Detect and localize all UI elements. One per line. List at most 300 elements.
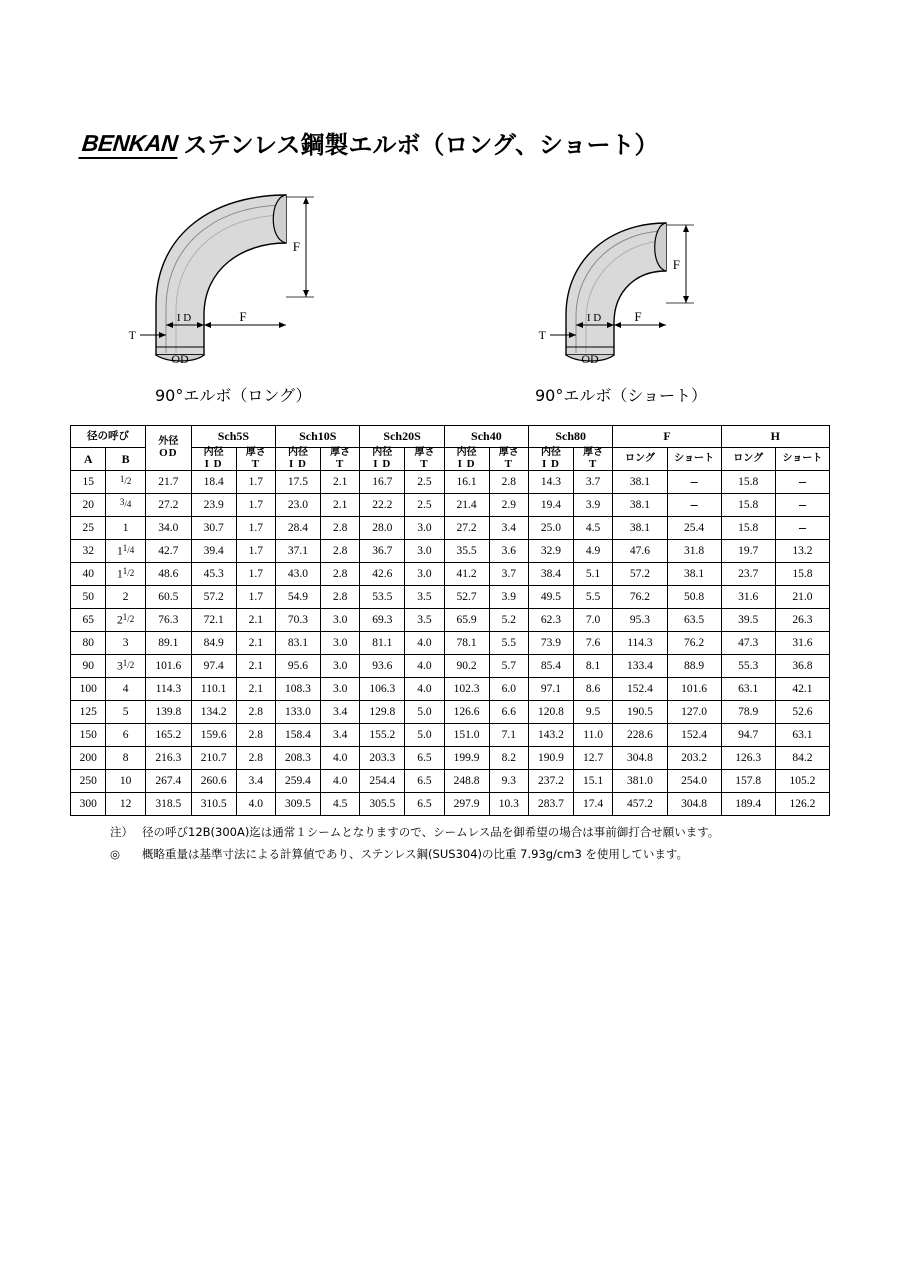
svg-text:F: F: [672, 257, 680, 272]
cell-sch10s-t: 4.0: [320, 770, 360, 793]
cell-sch80-id: 143.2: [529, 724, 574, 747]
figure-long-caption: 90°エルボ（ロング）: [155, 386, 312, 405]
cell-nominal-a: 32: [71, 540, 106, 563]
cell-sch20s-id: 203.3: [360, 747, 405, 770]
cell-h-long: 157.8: [721, 770, 775, 793]
cell-sch20s-t: 2.5: [405, 494, 445, 517]
cell-f-short: 101.6: [667, 678, 721, 701]
cell-sch5s-id: 159.6: [191, 724, 236, 747]
cell-sch40-t: 5.7: [489, 655, 529, 678]
cell-h-long: 39.5: [721, 609, 775, 632]
cell-nominal-b: 8: [106, 747, 146, 770]
note-item: [110, 822, 850, 844]
cell-f-short: −: [667, 494, 721, 517]
header-nominal: 径の呼び: [71, 426, 146, 448]
cell-f-long: 38.1: [613, 517, 667, 540]
cell-h-short: 52.6: [775, 701, 829, 724]
cell-od: 76.3: [145, 609, 191, 632]
cell-sch80-t: 15.1: [573, 770, 613, 793]
cell-sch5s-id: 72.1: [191, 609, 236, 632]
table-row: [71, 494, 830, 517]
header-h: H: [721, 426, 829, 448]
cell-sch40-id: 65.9: [444, 609, 489, 632]
cell-nominal-b: $1^1/_2$: [106, 563, 146, 586]
header-sch10s-t: 厚さ T: [320, 448, 360, 471]
svg-text:F: F: [634, 309, 642, 324]
cell-sch10s-id: 37.1: [276, 540, 321, 563]
cell-od: 60.5: [145, 586, 191, 609]
header-sch10s-id: 内径 I D: [276, 448, 321, 471]
cell-sch20s-t: 6.5: [405, 747, 445, 770]
cell-f-short: 304.8: [667, 793, 721, 816]
cell-sch80-id: 49.5: [529, 586, 574, 609]
cell-sch80-id: 73.9: [529, 632, 574, 655]
cell-nominal-a: 80: [71, 632, 106, 655]
cell-sch10s-t: 3.0: [320, 609, 360, 632]
cell-h-short: 15.8: [775, 563, 829, 586]
cell-sch5s-t: 4.0: [236, 793, 276, 816]
header-od: [145, 426, 191, 471]
cell-sch80-t: 8.6: [573, 678, 613, 701]
cell-nominal-b: 6: [106, 724, 146, 747]
cell-h-short: 126.2: [775, 793, 829, 816]
cell-f-short: 31.8: [667, 540, 721, 563]
cell-sch10s-t: 4.0: [320, 747, 360, 770]
cell-h-short: −: [775, 494, 829, 517]
header-sch40: Sch40: [444, 426, 528, 448]
cell-sch20s-t: 3.0: [405, 563, 445, 586]
table-row: [71, 471, 830, 494]
header-sch5s-t: [236, 448, 276, 471]
cell-sch40-id: 297.9: [444, 793, 489, 816]
cell-sch40-id: 27.2: [444, 517, 489, 540]
cell-sch80-id: 97.1: [529, 678, 574, 701]
cell-sch40-t: 3.7: [489, 563, 529, 586]
cell-sch5s-t: 1.7: [236, 540, 276, 563]
cell-sch5s-id: 110.1: [191, 678, 236, 701]
cell-f-long: 76.2: [613, 586, 667, 609]
cell-sch5s-id: 45.3: [191, 563, 236, 586]
cell-h-long: 63.1: [721, 678, 775, 701]
header-sch40-id: 内径 I D: [444, 448, 489, 471]
cell-sch10s-id: 83.1: [276, 632, 321, 655]
cell-sch20s-t: 5.0: [405, 724, 445, 747]
header-sch5s-id: [191, 448, 236, 471]
cell-nominal-b: 5: [106, 701, 146, 724]
svg-text:T: T: [538, 328, 546, 342]
cell-sch10s-t: 2.8: [320, 563, 360, 586]
cell-sch20s-id: 28.0: [360, 517, 405, 540]
cell-sch40-id: 151.0: [444, 724, 489, 747]
cell-sch20s-t: 4.0: [405, 632, 445, 655]
cell-h-short: 84.2: [775, 747, 829, 770]
cell-sch40-t: 3.6: [489, 540, 529, 563]
cell-nominal-a: 300: [71, 793, 106, 816]
cell-nominal-a: 150: [71, 724, 106, 747]
cell-f-short: 50.8: [667, 586, 721, 609]
cell-nominal-b: $3^1/_2$: [106, 655, 146, 678]
header-sch80: Sch80: [529, 426, 613, 448]
cell-sch40-id: 21.4: [444, 494, 489, 517]
cell-nominal-a: 250: [71, 770, 106, 793]
cell-sch5s-t: 2.1: [236, 632, 276, 655]
brand-logo: BENKAN: [80, 130, 179, 156]
table-row: [71, 724, 830, 747]
table-body: [71, 471, 830, 816]
header-f-long: ロング: [613, 448, 667, 471]
table-row: [71, 747, 830, 770]
cell-sch20s-id: 129.8: [360, 701, 405, 724]
cell-nominal-b: 2: [106, 586, 146, 609]
cell-sch5s-id: 260.6: [191, 770, 236, 793]
cell-sch40-id: 16.1: [444, 471, 489, 494]
cell-sch80-t: 4.9: [573, 540, 613, 563]
table-row: [71, 563, 830, 586]
cell-sch20s-t: 2.5: [405, 471, 445, 494]
cell-sch5s-t: 2.1: [236, 678, 276, 701]
cell-nominal-a: 90: [71, 655, 106, 678]
cell-h-long: 55.3: [721, 655, 775, 678]
cell-sch10s-t: 2.1: [320, 494, 360, 517]
cell-h-short: 13.2: [775, 540, 829, 563]
header-od-line1: 外径: [158, 436, 179, 447]
cell-h-long: 47.3: [721, 632, 775, 655]
cell-sch5s-t: 1.7: [236, 471, 276, 494]
header-f-short: ショート: [667, 448, 721, 471]
header-od-line2: OD: [159, 446, 178, 459]
cell-h-short: 36.8: [775, 655, 829, 678]
cell-nominal-b: 10: [106, 770, 146, 793]
cell-od: 139.8: [145, 701, 191, 724]
cell-od: 21.7: [145, 471, 191, 494]
cell-sch5s-t: 1.7: [236, 563, 276, 586]
note-marker: 注）: [110, 825, 133, 839]
cell-sch20s-id: 93.6: [360, 655, 405, 678]
spec-table-wrapper: [70, 425, 830, 816]
cell-nominal-b: 12: [106, 793, 146, 816]
cell-nominal-b: 1: [106, 517, 146, 540]
cell-sch5s-id: 84.9: [191, 632, 236, 655]
note-text: 概略重量は基準寸法による計算値であり、ステンレス鋼(SUS304)の比重 7.93g/cm3 を使用しています。: [142, 846, 689, 861]
cell-sch40-t: 9.3: [489, 770, 529, 793]
cell-f-short: 88.9: [667, 655, 721, 678]
cell-f-long: 190.5: [613, 701, 667, 724]
cell-sch10s-id: 23.0: [276, 494, 321, 517]
cell-h-long: 94.7: [721, 724, 775, 747]
cell-sch40-id: 35.5: [444, 540, 489, 563]
cell-f-short: −: [667, 471, 721, 494]
header-sch5s-t-line1: 厚さ: [245, 447, 266, 458]
cell-sch5s-t: 3.4: [236, 770, 276, 793]
svg-text:F: F: [239, 309, 247, 324]
cell-sch80-t: 9.5: [573, 701, 613, 724]
cell-f-long: 47.6: [613, 540, 667, 563]
table-row: [71, 517, 830, 540]
cell-sch40-t: 3.9: [489, 586, 529, 609]
header-sch5s: Sch5S: [191, 426, 275, 448]
cell-sch20s-t: 4.0: [405, 678, 445, 701]
cell-sch10s-t: 4.5: [320, 793, 360, 816]
cell-sch40-id: 199.9: [444, 747, 489, 770]
header-a: A: [71, 448, 106, 471]
cell-nominal-a: 200: [71, 747, 106, 770]
cell-sch80-t: 4.5: [573, 517, 613, 540]
cell-od: 34.0: [145, 517, 191, 540]
header-sch80-t: 厚さ T: [573, 448, 613, 471]
cell-h-long: 189.4: [721, 793, 775, 816]
cell-h-short: 42.1: [775, 678, 829, 701]
cell-sch20s-t: 3.5: [405, 609, 445, 632]
cell-sch80-t: 7.0: [573, 609, 613, 632]
table-row: [71, 678, 830, 701]
cell-sch80-t: 11.0: [573, 724, 613, 747]
cell-f-long: 38.1: [613, 471, 667, 494]
cell-h-long: 15.8: [721, 517, 775, 540]
cell-sch40-t: 5.2: [489, 609, 529, 632]
header-sch40-t: 厚さ T: [489, 448, 529, 471]
cell-h-long: 31.6: [721, 586, 775, 609]
header-h-long: ロング: [721, 448, 775, 471]
cell-sch5s-id: 310.5: [191, 793, 236, 816]
cell-f-short: 63.5: [667, 609, 721, 632]
svg-text:I D: I D: [586, 312, 602, 324]
cell-sch10s-id: 133.0: [276, 701, 321, 724]
cell-sch5s-id: 39.4: [191, 540, 236, 563]
cell-sch20s-id: 36.7: [360, 540, 405, 563]
cell-od: 42.7: [145, 540, 191, 563]
cell-sch40-id: 41.2: [444, 563, 489, 586]
page-title: [82, 130, 658, 157]
table-row: [71, 540, 830, 563]
cell-sch5s-id: 134.2: [191, 701, 236, 724]
figure-short-caption: 90°エルボ（ショート）: [535, 386, 708, 405]
cell-sch80-id: 32.9: [529, 540, 574, 563]
cell-f-short: 152.4: [667, 724, 721, 747]
cell-nominal-a: 100: [71, 678, 106, 701]
cell-f-long: 228.6: [613, 724, 667, 747]
cell-f-long: 114.3: [613, 632, 667, 655]
cell-sch5s-id: 57.2: [191, 586, 236, 609]
cell-sch20s-t: 3.0: [405, 517, 445, 540]
cell-nominal-a: 25: [71, 517, 106, 540]
cell-sch5s-t: 2.1: [236, 609, 276, 632]
cell-sch20s-id: 69.3: [360, 609, 405, 632]
cell-h-short: 21.0: [775, 586, 829, 609]
cell-f-long: 152.4: [613, 678, 667, 701]
svg-text:T: T: [128, 328, 136, 342]
cell-sch5s-id: 23.9: [191, 494, 236, 517]
cell-sch40-t: 6.0: [489, 678, 529, 701]
figure-short-elbow: [520, 185, 780, 385]
cell-f-short: 254.0: [667, 770, 721, 793]
table-row: [71, 609, 830, 632]
cell-nominal-b: $^1/_2$: [106, 471, 146, 494]
cell-sch80-t: 7.6: [573, 632, 613, 655]
cell-sch10s-id: 28.4: [276, 517, 321, 540]
cell-sch80-id: 38.4: [529, 563, 574, 586]
cell-nominal-b: 3: [106, 632, 146, 655]
cell-nominal-a: 40: [71, 563, 106, 586]
cell-sch80-t: 12.7: [573, 747, 613, 770]
cell-sch40-t: 8.2: [489, 747, 529, 770]
cell-h-long: 19.7: [721, 540, 775, 563]
cell-sch20s-id: 155.2: [360, 724, 405, 747]
cell-sch5s-t: 1.7: [236, 586, 276, 609]
cell-sch40-t: 7.1: [489, 724, 529, 747]
cell-od: 101.6: [145, 655, 191, 678]
cell-sch80-id: 283.7: [529, 793, 574, 816]
cell-sch80-id: 62.3: [529, 609, 574, 632]
cell-sch40-id: 78.1: [444, 632, 489, 655]
long-elbow-drawing: [110, 185, 430, 385]
cell-sch80-t: 5.5: [573, 586, 613, 609]
cell-sch40-t: 5.5: [489, 632, 529, 655]
cell-sch20s-id: 305.5: [360, 793, 405, 816]
cell-sch80-id: 14.3: [529, 471, 574, 494]
cell-sch20s-id: 22.2: [360, 494, 405, 517]
cell-nominal-a: 20: [71, 494, 106, 517]
header-sch20s: Sch20S: [360, 426, 444, 448]
header-h-short: ショート: [775, 448, 829, 471]
cell-sch10s-id: 95.6: [276, 655, 321, 678]
cell-sch10s-t: 3.0: [320, 632, 360, 655]
cell-f-short: 127.0: [667, 701, 721, 724]
cell-nominal-b: $1^1/_4$: [106, 540, 146, 563]
cell-f-long: 38.1: [613, 494, 667, 517]
header-sch10s: Sch10S: [276, 426, 360, 448]
cell-sch10s-t: 3.0: [320, 655, 360, 678]
cell-h-long: 15.8: [721, 494, 775, 517]
table-row: [71, 770, 830, 793]
cell-sch5s-id: 210.7: [191, 747, 236, 770]
cell-sch20s-t: 3.0: [405, 540, 445, 563]
cell-sch5s-id: 97.4: [191, 655, 236, 678]
cell-sch10s-id: 17.5: [276, 471, 321, 494]
cell-od: 165.2: [145, 724, 191, 747]
cell-nominal-a: 50: [71, 586, 106, 609]
cell-sch5s-t: 2.1: [236, 655, 276, 678]
cell-od: 89.1: [145, 632, 191, 655]
cell-sch80-t: 3.9: [573, 494, 613, 517]
cell-sch10s-t: 2.8: [320, 586, 360, 609]
cell-sch10s-t: 2.8: [320, 540, 360, 563]
cell-sch20s-id: 254.4: [360, 770, 405, 793]
cell-sch80-id: 120.8: [529, 701, 574, 724]
cell-f-short: 25.4: [667, 517, 721, 540]
svg-text:F: F: [292, 239, 300, 254]
cell-sch80-t: 17.4: [573, 793, 613, 816]
cell-sch5s-t: 2.8: [236, 724, 276, 747]
header-sch5s-t-line2: T: [251, 457, 260, 470]
cell-sch10s-id: 70.3: [276, 609, 321, 632]
cell-sch20s-id: 81.1: [360, 632, 405, 655]
cell-h-short: −: [775, 517, 829, 540]
spec-table: [70, 425, 830, 816]
cell-nominal-a: 125: [71, 701, 106, 724]
cell-sch20s-id: 16.7: [360, 471, 405, 494]
cell-od: 114.3: [145, 678, 191, 701]
header-sch5s-id-line1: 内径: [203, 447, 224, 458]
cell-sch80-id: 25.0: [529, 517, 574, 540]
cell-h-long: 15.8: [721, 471, 775, 494]
cell-sch5s-id: 18.4: [191, 471, 236, 494]
table-row: [71, 632, 830, 655]
cell-sch10s-t: 2.1: [320, 471, 360, 494]
header-f: F: [613, 426, 721, 448]
cell-h-short: 63.1: [775, 724, 829, 747]
cell-od: 318.5: [145, 793, 191, 816]
cell-sch5s-t: 1.7: [236, 517, 276, 540]
cell-f-long: 57.2: [613, 563, 667, 586]
svg-text:I D: I D: [176, 312, 192, 324]
cell-sch40-id: 126.6: [444, 701, 489, 724]
cell-f-short: 76.2: [667, 632, 721, 655]
cell-sch20s-t: 6.5: [405, 770, 445, 793]
cell-f-long: 133.4: [613, 655, 667, 678]
cell-sch10s-id: 108.3: [276, 678, 321, 701]
cell-sch40-t: 2.9: [489, 494, 529, 517]
cell-sch40-t: 2.8: [489, 471, 529, 494]
cell-sch10s-t: 3.4: [320, 724, 360, 747]
figure-long-elbow: [110, 185, 430, 385]
cell-sch80-id: 237.2: [529, 770, 574, 793]
cell-f-long: 304.8: [613, 747, 667, 770]
note-item: [110, 844, 850, 866]
cell-sch10s-id: 43.0: [276, 563, 321, 586]
cell-sch20s-t: 5.0: [405, 701, 445, 724]
cell-sch20s-t: 6.5: [405, 793, 445, 816]
cell-sch40-id: 102.3: [444, 678, 489, 701]
cell-sch10s-id: 158.4: [276, 724, 321, 747]
cell-h-long: 23.7: [721, 563, 775, 586]
cell-h-short: 105.2: [775, 770, 829, 793]
cell-sch10s-id: 309.5: [276, 793, 321, 816]
cell-sch80-t: 3.7: [573, 471, 613, 494]
cell-h-short: 26.3: [775, 609, 829, 632]
cell-sch5s-id: 30.7: [191, 517, 236, 540]
cell-nominal-a: 65: [71, 609, 106, 632]
note-text: 径の呼び12B(300A)迄は通常１シームとなりますので、シームレス品を御希望の場合は事前御打合せ願います。: [142, 825, 720, 839]
note-marker: ◎: [110, 846, 121, 861]
cell-sch5s-t: 2.8: [236, 701, 276, 724]
cell-od: 27.2: [145, 494, 191, 517]
cell-f-short: 38.1: [667, 563, 721, 586]
cell-sch5s-t: 1.7: [236, 494, 276, 517]
cell-sch40-id: 248.8: [444, 770, 489, 793]
cell-sch20s-id: 106.3: [360, 678, 405, 701]
cell-nominal-b: $2^1/_2$: [106, 609, 146, 632]
short-elbow-drawing: [520, 185, 780, 385]
cell-od: 48.6: [145, 563, 191, 586]
cell-f-long: 381.0: [613, 770, 667, 793]
cell-h-long: 78.9: [721, 701, 775, 724]
cell-sch10s-t: 2.8: [320, 517, 360, 540]
cell-sch40-t: 3.4: [489, 517, 529, 540]
cell-sch20s-t: 3.5: [405, 586, 445, 609]
cell-nominal-b: 4: [106, 678, 146, 701]
page-title-text: ステンレス鋼製エルボ（ロング、ショート）: [183, 131, 659, 159]
cell-od: 216.3: [145, 747, 191, 770]
cell-sch10s-id: 208.3: [276, 747, 321, 770]
cell-sch20s-id: 42.6: [360, 563, 405, 586]
header-sch5s-id-line2: I D: [204, 457, 223, 470]
cell-sch20s-t: 4.0: [405, 655, 445, 678]
cell-sch5s-t: 2.8: [236, 747, 276, 770]
cell-sch10s-id: 259.4: [276, 770, 321, 793]
cell-f-long: 95.3: [613, 609, 667, 632]
header-sch20s-t: 厚さ T: [405, 448, 445, 471]
cell-sch40-id: 90.2: [444, 655, 489, 678]
